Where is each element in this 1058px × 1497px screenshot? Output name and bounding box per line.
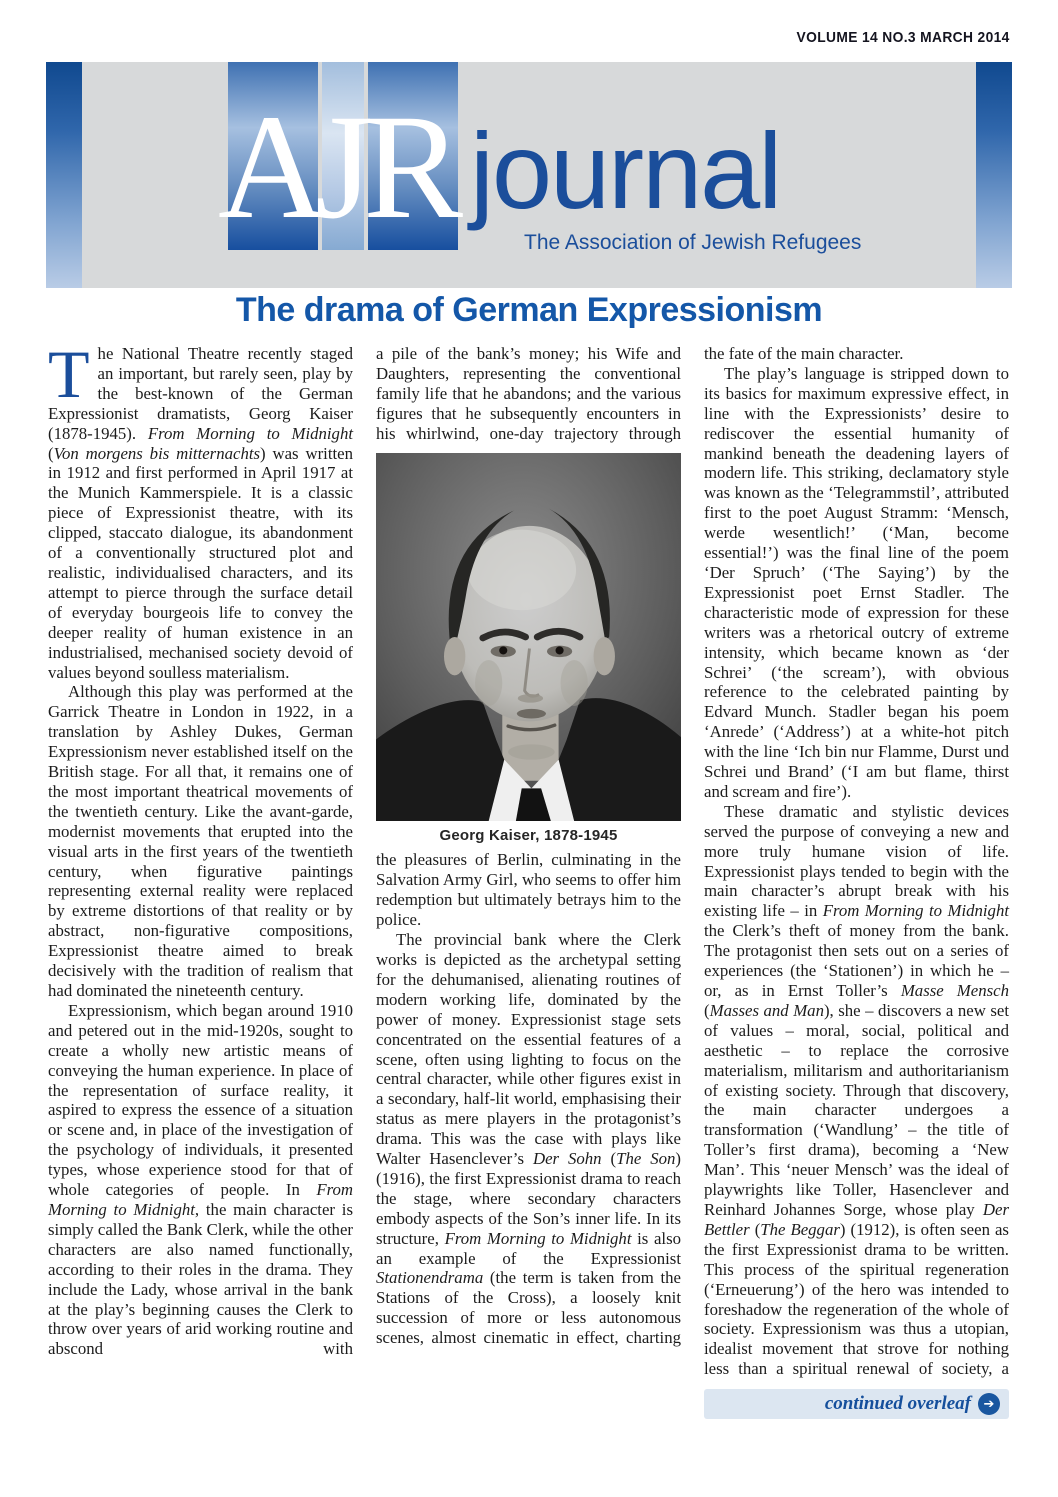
logo-letter-a: A <box>218 84 327 250</box>
logo-letter-j: J <box>314 84 374 250</box>
logo-journal-wordmark: journal <box>470 110 781 231</box>
banner-left-bar <box>46 62 82 288</box>
paragraph: Although this play was performed at the Garrick Theatre in London in 1922, in a translation by Ashley Dukes, German Expressionism never established itself on the British stage. For all that, it remains one of the most important theatrical movements of the twentieth century. Like the avant-garde, modernist movements that erupted into the visual arts in the first years of the twentieth century, when figurative paintings representing external reality were replaced by extreme distortions of that reality or by abstract, non-figurative compositions, Expressionist theatre aimed to break decisively with the tradition of realism that had dominated the nineteenth century. <box>48 682 353 1000</box>
column-1 <box>48 336 354 1419</box>
paragraph: The provincial bank where the Clerk works is depicted as the archetypal setting for the dehumanised, alienating routines of modern working life, dominated by the power of money. Expressionist stage sets concentrated on the essential features of a scene, often using lighting to focus on the central character, while other figures exist in a secondary, half-lit world, emphasising their status as mere players in the protagonist’s drama. This was the case with plays like Walter Hasenclever’s Der Sohn (The Son) (1916), the first Expressionist drama to reach the stage, where secondary characters embody aspects of the Son’s inner life. In its structure, From Morning to Midnight is also an example of the Expressionist Stationendrama (the term is taken from the Stations of the Cross), a loosely knit succession of more or less autonomous scenes, almost cinematic in effect, charting <box>376 930 681 1348</box>
drop-cap: T <box>48 336 90 412</box>
paragraph: Expressionism, which began around 1910 and petered out in the mid-1920s, sought to create a wholly new artistic means of conveying the human experience. In place of the representation of surface reality, it aspired to express the essence of a situation or scene and, in place of the investigation of the psychology of individuals, it presented types, whose experience stood for that of whole categories of people. In From Morning to Midnight, the main character is simply called the Bank Clerk, while the other characters are also named functionally, according to their roles in the drama. They include the Lady, whose arrival in the bank at the play’s beginning causes the Clerk to throw over years of arid working routine and abscond with <box>48 1000 353 1359</box>
paragraph: a pile of the bank’s money; his Wife and Daughters, representing the conventional family life that he abandons; and the various figures that he subsequently encounters in his whirlwind, one-day trajectory through <box>376 344 681 443</box>
continued-arrow-icon: ➔ <box>978 1393 1000 1415</box>
article-title: The drama of German Expressionism <box>235 291 823 329</box>
logo-tagline: The Association of Jewish Refugees <box>524 231 862 254</box>
column-3-text <box>704 344 1009 1379</box>
portrait-figure <box>376 453 681 846</box>
continued-overleaf-bar <box>704 1389 1009 1419</box>
paragraph: the pleasures of Berlin, culminating in the Salvation Army Girl, who seems to offer him redemption but ultimately betrays him to the police. <box>376 850 681 930</box>
paragraph: the fate of the main character. <box>704 344 904 363</box>
paragraph: These dramatic and stylistic devices served the purpose of conveying a new and more truly humane vision of life. Expressionist plays tended to begin with the main character’s abrupt break with his existing life – in From Morning to Midnight the Clerk’s theft of money from the bank. The protagonist then sets out on a series of experiences (the ‘Stationen’) in which he – or, as in Ernst Toller’s Masse Mensch (Masses and Man), she – discovers a new set of values – moral, social, political and aesthetic – to replace the corrosive materialism, militarism and authoritarianism of existing society. Through that discovery, the main character undergoes a transformation (‘Wandlung’ – the title of Toller’s first drama), becoming a ‘New Man’. This ‘neuer Mensch’ was the ideal of playwrights like Toller, Hasenclever and Reinhard Johannes Sorge, whose play Der Bettler (The Beggar) (1912), is often seen as the first Expressionist drama to be written. This process of the spiritual regeneration (‘Erneuerung’) of the hero was intended to foreshadow the regeneration of the whole of society. Expressionism was thus a utopian, idealist movement that strove for nothing less than a spiritual renewal of society, a <box>704 801 1009 1379</box>
column-2 <box>376 344 681 1419</box>
georg-kaiser-photo <box>376 453 681 821</box>
photo-caption: Georg Kaiser, 1878-1945 <box>439 826 618 844</box>
volume-line: VOLUME 14 NO.3 MARCH 2014 <box>796 29 1010 46</box>
masthead-banner <box>46 62 1012 288</box>
article-body <box>48 336 1010 1419</box>
banner-right-bar <box>976 62 1012 288</box>
paragraph: The National Theatre recently staged an important, but rarely seen, play by the best-known of the German Expressionist dramatists, Georg Kaiser (1878-1945). From Morning to Midnight (Von morgens bis mitternachts) was written in 1912 and first performed in April 1917 at the Munich Kammerspiele. It is a classic piece of Expressionist theatre, with its clipped, staccato dialogue, its abandonment of a conventionally structured plot and realistic, individualised characters, and its attempt to pierce through the surface detail of everyday bourgeois life to convey the deeper reality of human existence in an industrialised, mechanised society devoid of values beyond soulless materialism. <box>48 336 354 682</box>
continued-overleaf-label: continued overleaf <box>824 1393 971 1415</box>
column-2-top-text <box>376 344 681 444</box>
column-3 <box>704 344 1009 1419</box>
column-2-bottom-text <box>376 850 681 1348</box>
paragraph: The play’s language is stripped down to its basics for maximum expressive effect, in line with the Expressionists’ desire to rediscover the essential humanity of mankind beneath the deadening layers of modern life. This striking, declamatory style was known as the ‘Telegrammstil’, attributed first to the poet August Stramm: ‘Mensch, werde wesentlich!’ (‘Man, become essential!’) was the final line of the poem ‘Der Spruch’ (‘The Saying’) by the Expressionist poet Ernst Stadler. The characteristic mode of expression for these writers was a rhetorical outcry of extreme intensity, which became known as ‘der Schrei’ (‘the scream’), with obvious reference to the celebrated painting by Edvard Munch. Stadler began his poem ‘Anrede’ (‘Address’) at a white-hot pitch with the line ‘Ich bin nur Flamme, Durst und Schrei und Brand’ (‘I am but flame, thirst and scream and fire’). <box>704 363 1009 801</box>
logo-letter-r: R <box>362 84 464 250</box>
